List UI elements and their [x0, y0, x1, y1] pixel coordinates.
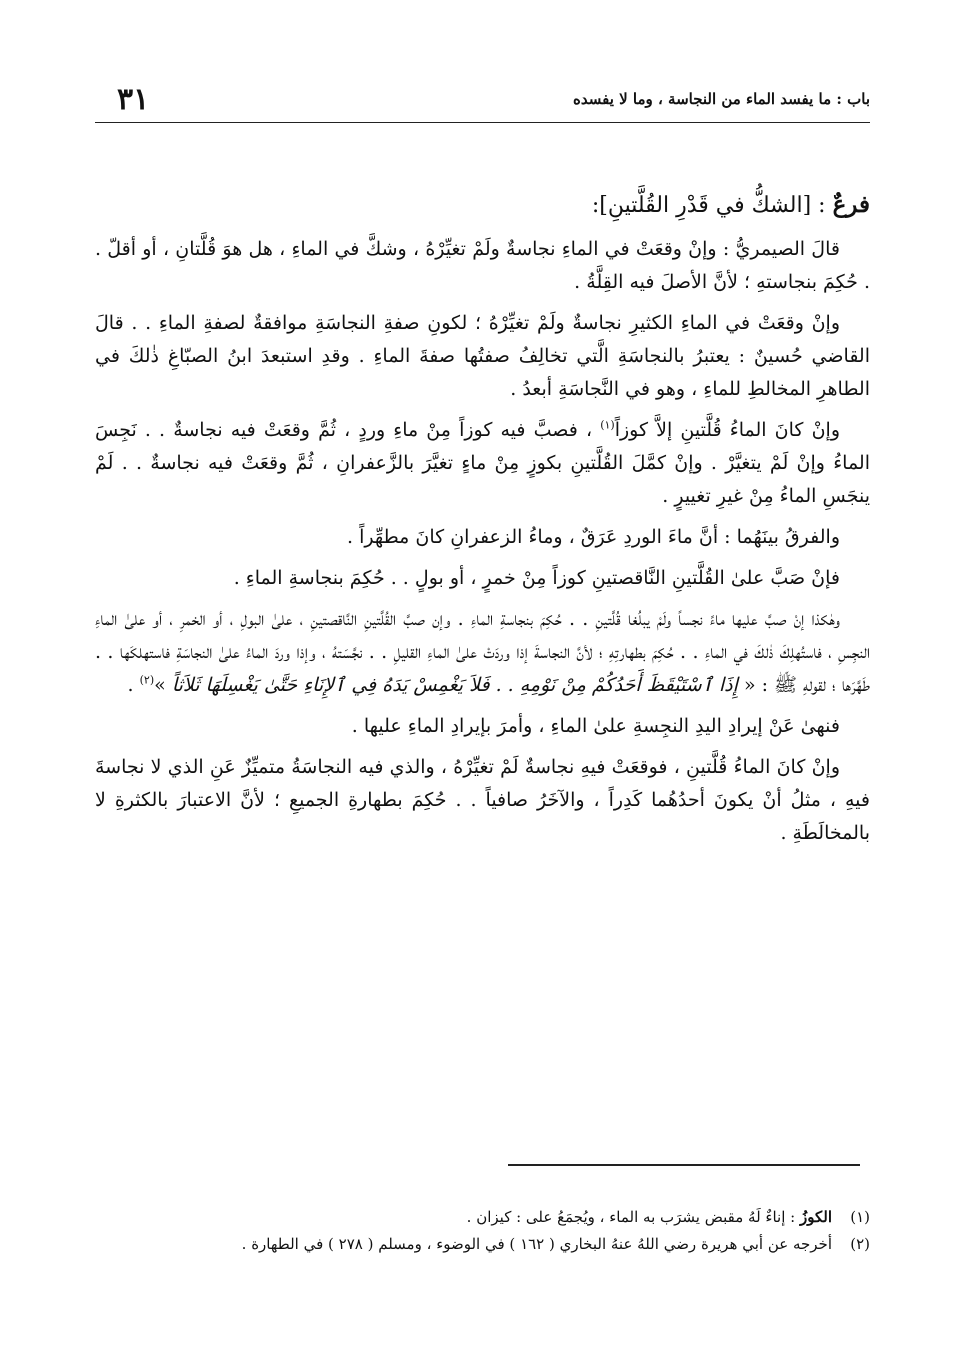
quote-close: »	[154, 674, 166, 696]
footnotes	[95, 1204, 870, 1258]
footnote	[95, 1231, 870, 1258]
footnote-body: : إناءٌ لَهُ مقبض يشرَب به الماء ، ويُجمَعُ على : كيزان .	[466, 1208, 800, 1226]
footnote-body: أخرجه عن أبي هريرة رضي اللهُ عنهُ البخاري ( ١٦٢ ) في الوضوء ، ومسلم ( ٢٧٨ ) في الطهارة .	[241, 1235, 832, 1253]
paragraph: وإنْ كانَ الماءُ قُلَّتينِ ، فوقعَتْ فيهِ نجاسةٌ لَمْ تغيِّرْهُ ، والذي فيه النجاسَةُ متميِّزٌ عَنِ الذي لا نجاسةَ فيهِ ، مثلُ أنْ يكونَ أحدُهُما كَدِراً ، والآخَرُ صافياً . . حُكِمَ بطهارةِ الجميعِ ؛ لأنَّ الاعتبارَ بالكثرةِ لا بالمخالَطَةِ .	[95, 756, 870, 844]
footnote-ref: (١)	[600, 418, 615, 432]
paragraph	[95, 603, 870, 702]
footnote-number: (٢)	[850, 1235, 870, 1253]
body-text	[95, 183, 870, 858]
footnote-rule	[508, 1164, 860, 1166]
page-header	[95, 82, 870, 122]
footnote-term: الكوزُ	[799, 1208, 832, 1226]
paragraph: فإنْ صَبَّ علىٰ القُلَّتينِ النَّاقصتينِ كوزاً مِنْ خمرٍ ، أو بولٍ . . حُكِمَ بنجاسةِ الماءِ .	[233, 567, 840, 589]
paragraph: فنهىٰ عَنْ إيرادِ اليدِ النجِسةِ علىٰ الماءِ ، وأمرَ بإيرادِ الماءِ عليها .	[351, 715, 840, 737]
heading-label: فرعٌ	[832, 191, 870, 218]
footnote-number: (١)	[850, 1208, 870, 1226]
paragraph-end: .	[127, 674, 140, 696]
paragraph: قالَ الصيمريُّ : وإنْ وقعَتْ في الماءِ نجاسةٌ ولَمْ تغيِّرْهُ ، وشكَّ في الماءِ ، هل هوَ قُلَّتانِ ، أو أقلّ . . حُكِمَ بنجاستهِ ؛ لأنَّ الأصلَ فيه القِلَّةُ .	[95, 238, 870, 293]
header-rule	[95, 122, 870, 123]
paragraph	[95, 414, 870, 513]
paragraph: وإنْ وقعَتْ في الماءِ الكثيرِ نجاسةٌ ولَمْ تغيِّرْهُ ؛ لكونِ صفةِ النجاسَةِ موافقةٌ لصفةِ الماءِ . . قالَ القاضي حُسينٌ : يعتبرُ بالنجاسَةِ الَّتي تخالِفُ صفتُها صفةَ الماءِ . وقدِ استبعدَ ابنُ الصبّاغِ ذٰلكَ في الطاهرِ المخالطِ للماءِ ، وهو في النَّجاسَةِ أبعدُ .	[95, 312, 870, 400]
paragraph: والفرقُ بينَهُما : أنَّ ماءَ الوردِ عَرَقٌ ، وماءُ الزعفرانِ كانَ مطهِّراً .	[347, 526, 840, 548]
running-title: باب : ما يفسد الماء من النجاسة ، وما لا يفسده	[573, 90, 870, 108]
footnote-ref: (٢)	[139, 673, 155, 687]
paragraph-text: ، فصبَّ فيه كوزاً مِنْ ماءِ وردٍ ، ثُمَّ وقعَتْ فيه نجاسةٌ . . نَجِسَ الماءُ وإنْ لَمْ يتغيَّرْ . وإنْ كمَّلَ القُلَّتينِ بكوزٍ مِنْ ماءٍ تغيَّرَ بالزَّعفرانِ ، ثُمَّ وقعَتْ فيه نجاسةٌ . . لَمْ ينجَسِ الماءُ مِنْ غيرِ تغييرٍ .	[95, 419, 870, 507]
section-heading	[95, 183, 870, 227]
heading-title: : [الشكُّ في قَدْرِ القُلَّتينِ]:	[591, 193, 826, 218]
footnote	[95, 1204, 870, 1231]
hadith-quote: إِذَا ٱسْتَيْقَظَ أَحَدُكُمْ مِنْ نَوْمِهِ . . فَلاَ يَغْمِسْ يَدَهُ فِي ٱلإِنَاءِ حَتَّىٰ يَغْسِلَهَا ثَلاَثاً	[171, 674, 738, 696]
footnote-text	[95, 1204, 832, 1231]
paragraph-text: وهٰكذا إنْ صبَّ عليها ماءً نجساً ولَمْ يبلُغا قُلَّتينِ . . حُكِمَ بنجاسةِ الماءِ . وإن صبَّ القُلَّتينِ النَّاقصتينِ ، علىٰ البولِ ، أو الخمرِ ، أو علىٰ الماءِ النجِسِ ، فاستُهلِكَ ذٰلكَ في الماءِ . . حُكِمَ بطهارتِهِ ؛ لأنَّ النجاسةَ إذا وردَتْ علىٰ الماءِ القليلِ . . نجَّسَتهُ ، وإذا وردَ الماءُ علىٰ النجاسَةِ فاستهلكَها . . طَهَّرَها ؛ لقولهِ ﷺ : «	[95, 608, 870, 696]
page-number: ٣١	[117, 82, 150, 117]
paragraph-text: وإنْ كانَ الماءُ قُلَّتينِ إلاَّ كوزاً	[614, 419, 840, 441]
